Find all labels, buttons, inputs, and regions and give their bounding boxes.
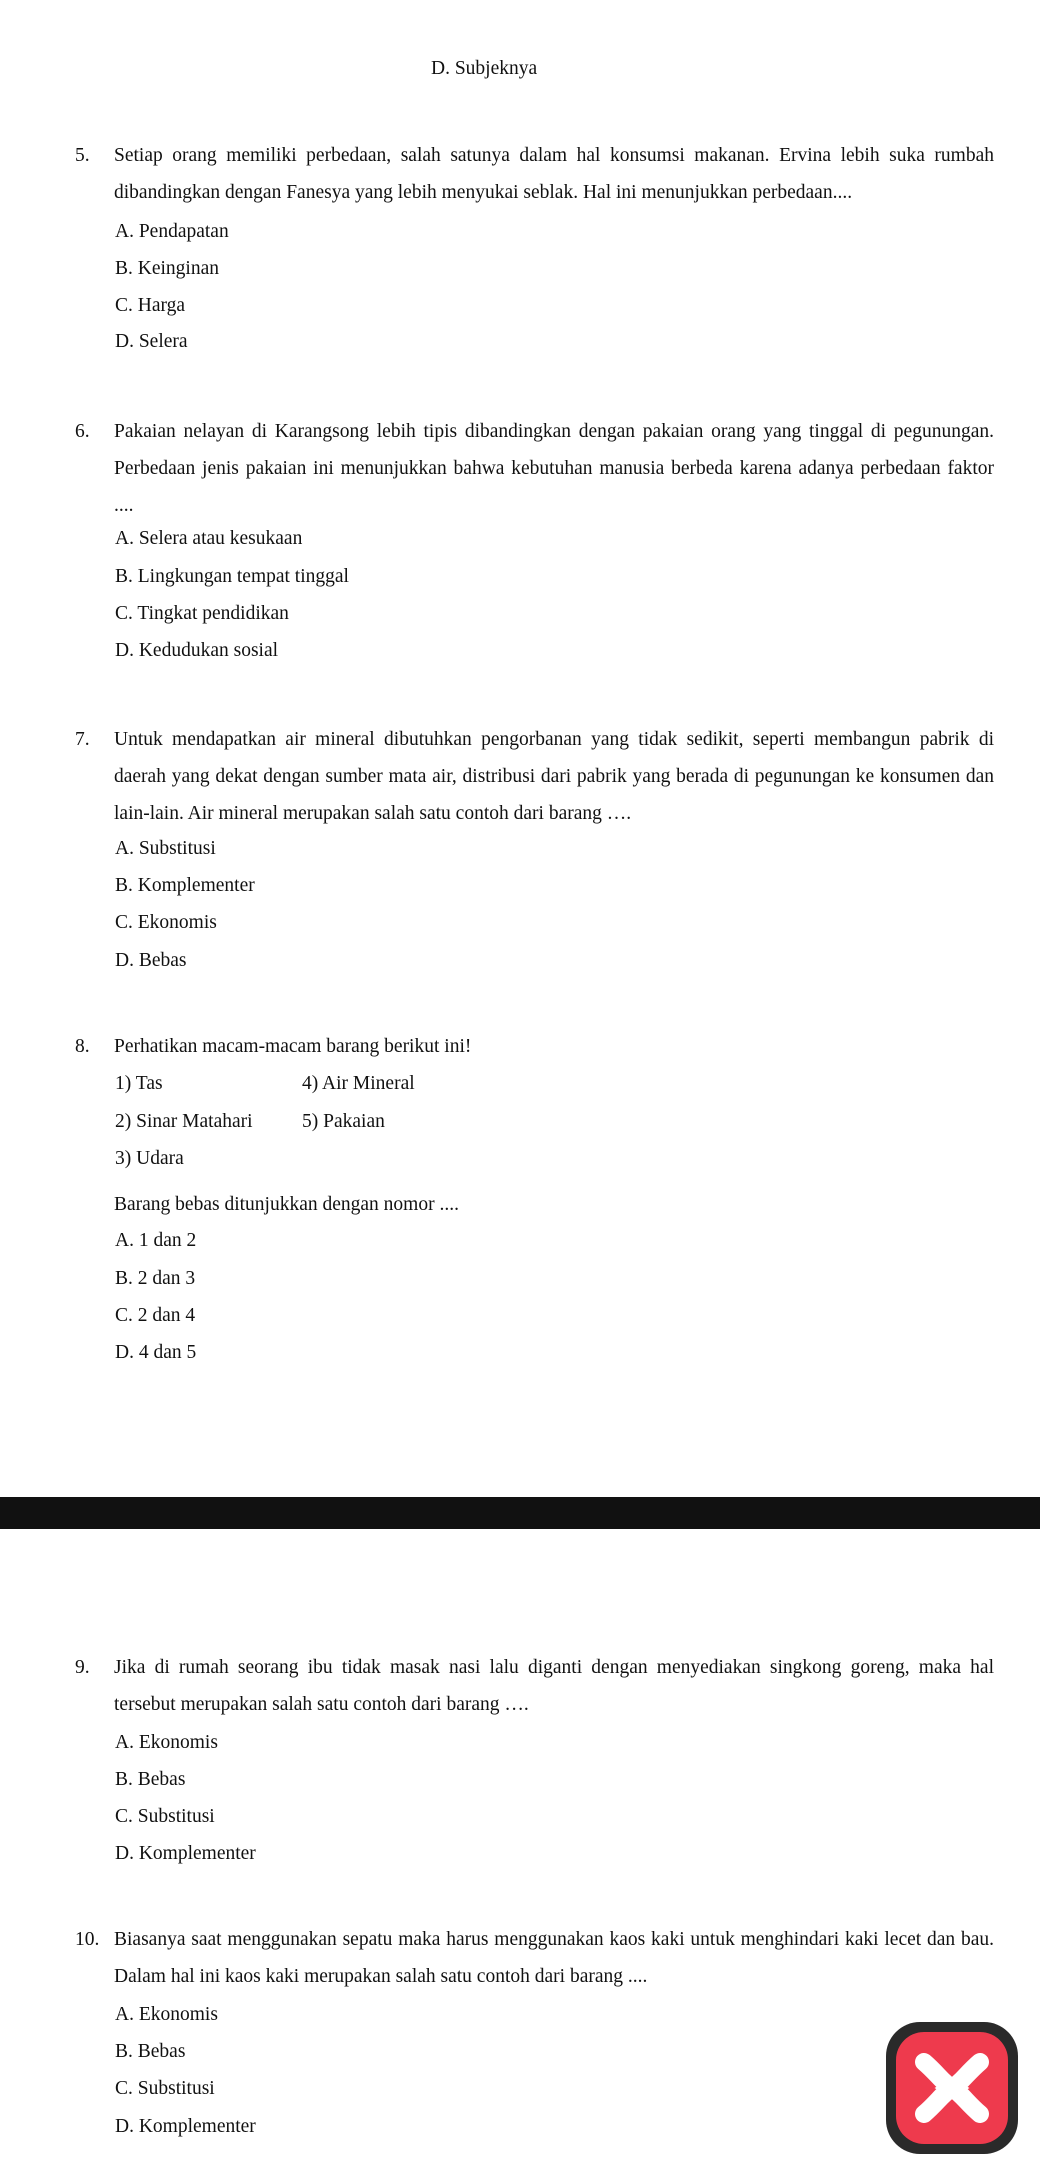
q5-option-a: A. Pendapatan [115,221,229,242]
q6-option-c: C. Tingkat pendidikan [115,603,289,624]
q10-option-d: D. Komplementer [115,2116,256,2137]
q8-text: Perhatikan macam-macam barang berikut ini! [114,1036,472,1057]
x-mark-icon [886,2022,1018,2154]
q7-option-b: B. Komplementer [115,875,255,896]
q10-text: Biasanya saat menggunakan sepatu maka harus menggunakan kaos kaki untuk menghindari kaki lecet dan bau. Dalam hal ini kaos kaki merupakan salah satu contoh dari barang .... [114,1929,994,1987]
q6-option-a: A. Selera atau kesukaan [115,528,303,549]
q10-option-a: A. Ekonomis [115,2004,218,2025]
q9-option-c: C. Substitusi [115,1806,215,1827]
q9-option-a: A. Ekonomis [115,1732,218,1753]
q8-option-c: C. 2 dan 4 [115,1305,196,1326]
q8-option-d: D. 4 dan 5 [115,1342,197,1363]
q10-number: 10. [75,1929,100,1950]
q7-text: Untuk mendapatkan air mineral dibutuhkan pengorbanan yang tidak sedikit, seperti membangun pabrik di daerah yang dekat dengan sumber mata air, distribusi dari pabrik yang berada di pegunungan ke konsumen dan lain-lain. Air mineral merupakan salah satu contoh dari barang …. [114,729,994,824]
q5-option-b: B. Keinginan [115,258,219,279]
q7-option-d: D. Bebas [115,950,187,971]
q7-option-a: A. Substitusi [115,838,216,859]
q4-option-d: D. Subjeknya [431,58,538,79]
q8-option-a: A. 1 dan 2 [115,1230,197,1251]
q9-option-d: D. Komplementer [115,1843,256,1864]
q5-text: Setiap orang memiliki perbedaan, salah satunya dalam hal konsumsi makanan. Ervina lebih suka rumbah dibandingkan dengan Fanesya yang lebih menyukai seblak. Hal ini menunjukkan perbedaan.... [114,145,994,203]
q9-option-b: B. Bebas [115,1769,186,1790]
q8-item-4: 4) Air Mineral [302,1073,415,1094]
q6-option-b: B. Lingkungan tempat tinggal [115,566,349,587]
q8-prompt: Barang bebas ditunjukkan dengan nomor .... [114,1194,459,1215]
q7-number: 7. [75,729,90,750]
q6-option-d: D. Kedudukan sosial [115,640,279,661]
q8-item-1: 1) Tas [115,1073,163,1094]
q8-item-2: 2) Sinar Matahari [115,1111,253,1132]
q6-text: Pakaian nelayan di Karangsong lebih tipis dibandingkan dengan pakaian orang yang tinggal di pegunungan. Perbedaan jenis pakaian ini menunjukkan bahwa kebutuhan manusia berbeda karena adanya perbedaan faktor .... [114,421,994,516]
q6-number: 6. [75,421,90,442]
q7-option-c: C. Ekonomis [115,912,217,933]
q5-option-c: C. Harga [115,295,186,316]
q5-option-d: D. Selera [115,331,188,352]
q9-text: Jika di rumah seorang ibu tidak masak nasi lalu diganti dengan menyediakan singkong goreng, maka hal tersebut merupakan salah satu contoh dari barang …. [114,1657,994,1715]
q8-number: 8. [75,1036,90,1057]
q5-number: 5. [75,145,90,166]
q9-number: 9. [75,1657,90,1678]
q10-option-b: B. Bebas [115,2041,186,2062]
q8-item-5: 5) Pakaian [302,1111,385,1132]
page-divider [0,1497,1040,1529]
q8-item-3: 3) Udara [115,1148,184,1169]
q10-option-c: C. Substitusi [115,2078,215,2099]
q8-option-b: B. 2 dan 3 [115,1268,196,1289]
app-logo-icon [886,2022,1018,2154]
